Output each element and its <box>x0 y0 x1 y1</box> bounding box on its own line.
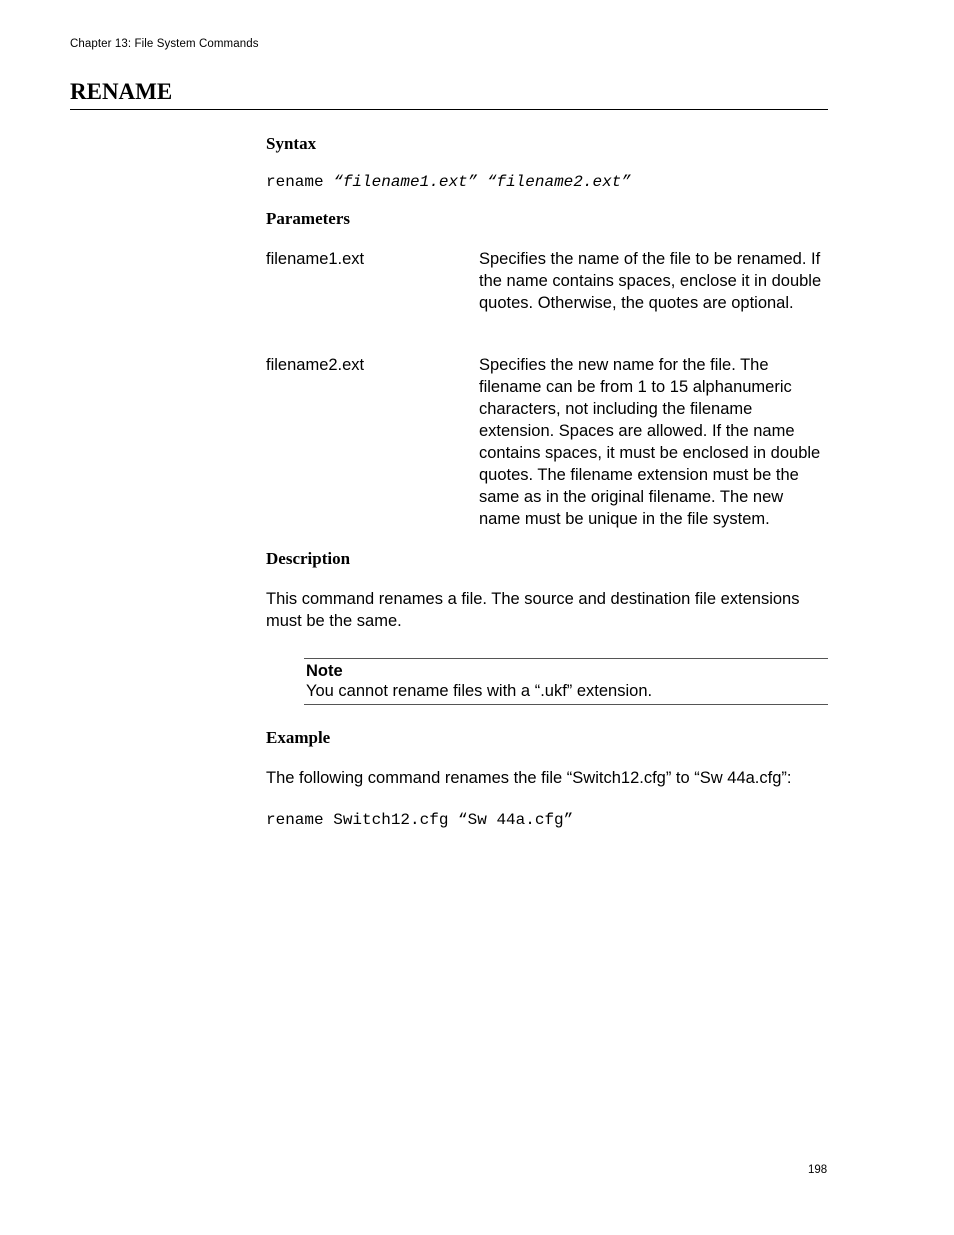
description-heading: Description <box>266 549 351 568</box>
example-command: rename Switch12.cfg “Sw 44a.cfg” <box>266 811 574 829</box>
syntax-heading: Syntax <box>266 134 317 153</box>
example-heading: Example <box>266 728 331 747</box>
syntax-arg-1: “filename1.ext” <box>333 173 478 191</box>
parameter-name: filename1.ext <box>266 250 365 268</box>
note-text: You cannot rename files with a “.ukf” extension. <box>306 682 653 700</box>
note-title: Note <box>306 662 343 680</box>
description-text: This command renames a file. The source and destination file extensions must be the same. <box>266 590 800 630</box>
example-text: The following command renames the file “Switch12.cfg” to “Sw 44a.cfg”: <box>266 769 792 787</box>
syntax-command <box>266 172 631 192</box>
page-title: RENAME <box>70 78 828 110</box>
running-header: Chapter 13: File System Commands <box>70 38 259 50</box>
page-number: 198 <box>808 1164 828 1176</box>
note-box <box>304 658 828 705</box>
syntax-arg-2: “filename2.ext” <box>486 173 631 191</box>
parameter-description: Specifies the new name for the file. The filename can be from 1 to 15 alphanumeric characters, not including the filename extension. Spaces are allowed. If the name contains spaces, it must be enclosed in double quotes. The filename extension must be the same as in the original filename. The new name must be unique in the file system. <box>479 356 821 528</box>
syntax-command-name: rename <box>266 173 324 191</box>
parameter-description: Specifies the name of the file to be renamed. If the name contains spaces, enclose it in double quotes. Otherwise, the quotes are optional. <box>479 250 822 312</box>
parameter-name: filename2.ext <box>266 356 365 374</box>
parameters-heading: Parameters <box>266 209 351 228</box>
